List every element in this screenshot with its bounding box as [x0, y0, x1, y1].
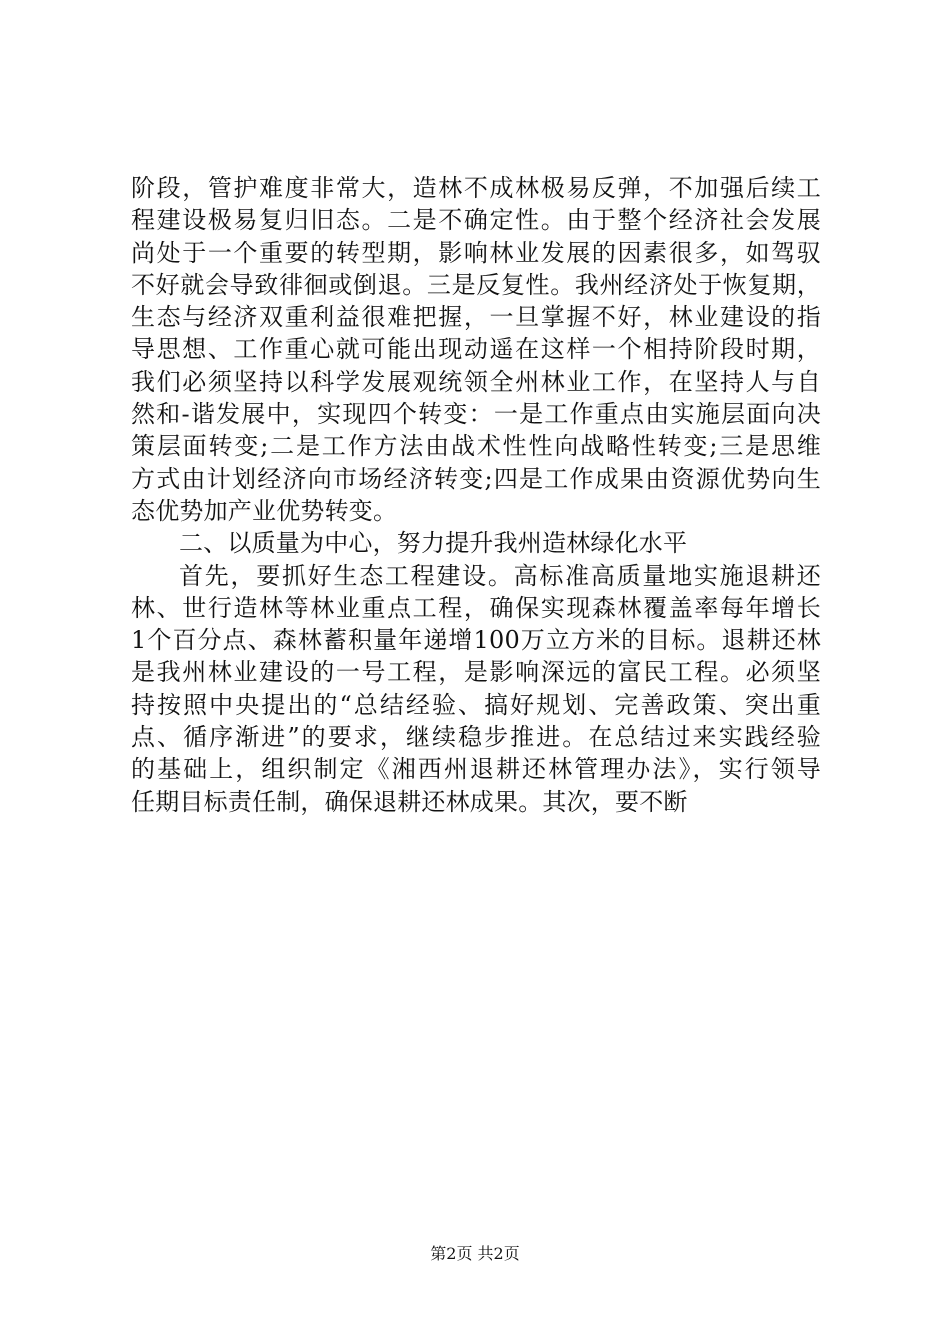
- paragraph-first-line: 首先，要抓好生态工程建设。高标准高质量地实施退耕还: [179, 561, 821, 590]
- text-line: 是我州林业建设的一号工程，是影响深远的富民工程。必须坚: [131, 658, 821, 687]
- text-line: 策层面转变;二是工作方法由战术性性向战略性转变;三是思维: [131, 432, 821, 461]
- text-line: 我们必须坚持以科学发展观统领全州林业工作，在坚持人与自: [131, 367, 821, 396]
- text-line: 然和-谐发展中，实现四个转变：一是工作重点由实施层面向决: [131, 400, 821, 429]
- text-line: 态优势加产业优势转变。: [131, 496, 398, 525]
- body-text: [131, 172, 821, 818]
- text-line: 的基础上，组织制定《湘西州退耕还林管理办法》，实行领导: [131, 755, 821, 784]
- text-line: 生态与经济双重利益很难把握，一旦掌握不好，林业建设的指: [131, 303, 821, 332]
- text-line: 导思想、工作重心就可能出现动遥在这样一个相持阶段时期，: [131, 335, 821, 364]
- text-line: 点、循序渐进”的要求，继续稳步推进。在总结过来实践经验: [131, 723, 821, 752]
- text-line: 方式由计划经济向市场经济转变;四是工作成果由资源优势向生: [131, 464, 821, 493]
- text-line: 程建设极易复归旧态。二是不确定性。由于整个经济社会发展: [131, 206, 821, 235]
- section-heading: 二、以质量为中心，努力提升我州造林绿化水平: [179, 529, 688, 558]
- text-line: 1个百分点、森林蓄积量年递增100万立方米的目标。退耕还林: [131, 626, 821, 655]
- text-line: 任期目标责任制，确保退耕还林成果。其次，要不断: [131, 787, 688, 816]
- text-line: 持按照中央提出的“总结经验、搞好规划、完善政策、突出重: [131, 690, 821, 719]
- text-line: 尚处于一个重要的转型期，影响林业发展的因素很多，如驾驭: [131, 238, 821, 267]
- page-number-footer: 第2页 共2页: [430, 1244, 520, 1263]
- text-line: 不好就会导致徘徊或倒退。三是反复性。我州经济处于恢复期，: [131, 270, 821, 299]
- text-line: 林、世行造林等林业重点工程，确保实现森林覆盖率每年增长: [131, 593, 821, 622]
- text-line: 阶段，管护难度非常大，造林不成林极易反弹，不加强后续工: [131, 174, 821, 202]
